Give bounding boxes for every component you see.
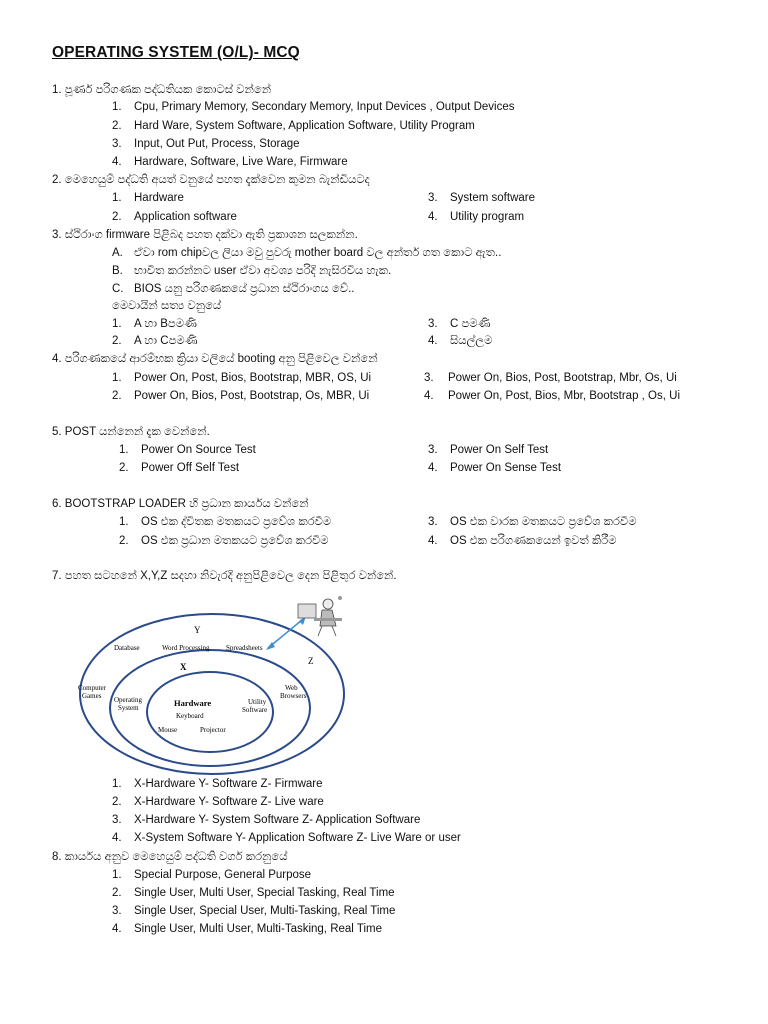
q1-option-3: 3. Input, Out Put, Process, Storage bbox=[112, 138, 300, 150]
q6-option-2: 2. OS එක ප්‍රධාන මතකයට ප්‍රවේශ කරවීම bbox=[119, 535, 329, 547]
q3-option-2: 2. A හා Cපමණි bbox=[112, 335, 198, 347]
q1-option-1: 1. Cpu, Primary Memory, Secondary Memory, Input Devices , Output Devices bbox=[112, 101, 515, 113]
item-mouse: Mouse bbox=[158, 726, 178, 734]
q7-option-1: 1. X-Hardware Y- Software Z- Firmware bbox=[112, 778, 323, 790]
label-y: Y bbox=[194, 625, 201, 635]
q3-statement-c: C. BIOS යනු පරිගණකයේ ප්‍රධාන ස්ථිරාංගය වේ.. bbox=[112, 283, 355, 295]
item-browsers: Browsers bbox=[280, 692, 307, 700]
q5-option-4: 4. Power On Sense Test bbox=[428, 462, 562, 474]
arrow-line bbox=[268, 620, 302, 648]
q8-option-3: 3. Single User, Special User, Multi-Tasking, Real Time bbox=[112, 905, 396, 917]
item-software: Software bbox=[242, 706, 268, 714]
question-2: 2. මෙහෙයුම් පද්ධති අයත් වනුයේ පහත දැක්වෙන කුමන බැන්ඩියටද bbox=[52, 174, 370, 186]
middle-ellipse bbox=[110, 650, 310, 766]
question-8: 8. කාර්යය අනුව මෙහෙයුම් පද්ධති වර්ග කරනුයේ bbox=[52, 851, 288, 863]
user-icon bbox=[298, 596, 342, 636]
q3-prompt: මෙවායින් සත්‍ය වනුයේ bbox=[112, 300, 222, 312]
q2-option-2: 2. Application software bbox=[112, 211, 237, 223]
item-system: System bbox=[118, 704, 139, 712]
q8-option-2: 2. Single User, Multi User, Special Tasking, Real Time bbox=[112, 887, 395, 899]
q7-option-2: 2. X-Hardware Y- Software Z- Live ware bbox=[112, 796, 324, 808]
q1-option-2: 2. Hard Ware, System Software, Application Software, Utility Program bbox=[112, 120, 475, 132]
q2-option-1: 1. Hardware bbox=[112, 192, 184, 204]
q6-option-4: 4. OS එක පරිගණකයෙන් ඉවත් කිරීම bbox=[428, 535, 617, 547]
question-4: 4. පරිගණකයේ ආරම්භක ක්‍රියා වලියේ booting අනු පිළිවෙල වන්නේ bbox=[52, 353, 378, 365]
q2-option-4: 4. Utility program bbox=[428, 211, 525, 223]
item-computer: Computer bbox=[78, 684, 106, 692]
inner-title-hardware: Hardware bbox=[174, 698, 212, 708]
q3-statement-b: B. භාවිත කරන්නට user ඒවා අවශ්‍ය පරිදි නැසිරවිය හැක. bbox=[112, 265, 392, 277]
q4-option-2: 2. Power On, Bios, Post, Bootstrap, Os, MBR, Ui bbox=[112, 390, 370, 402]
item-keyboard: Keyboard bbox=[176, 712, 204, 720]
q3-option-1: 1. A හා Bපමණි bbox=[112, 318, 197, 330]
q2-option-3: 3. System software bbox=[428, 192, 535, 204]
q8-option-1: 1. Special Purpose, General Purpose bbox=[112, 869, 312, 881]
item-games: Games bbox=[82, 692, 102, 700]
q3-option-3: 3. C පමණි bbox=[428, 318, 491, 330]
question-5: 5. POST යන්නෙන් දැක වෙන්නේ. bbox=[52, 426, 210, 438]
q5-option-3: 3. Power On Self Test bbox=[428, 444, 549, 456]
software-layers-diagram bbox=[70, 590, 370, 780]
item-database: Database bbox=[114, 644, 140, 652]
question-7: 7. පහත සටහනේ X,Y,Z සදහා නිවැරදි අනුපිළිවෙල දෙන පිළිතුර වන්නේ. bbox=[52, 570, 397, 582]
q6-option-3: 3. OS එක වාරක මතකයට ප්‍රවේශ කරවීම bbox=[428, 516, 637, 528]
item-word-processing: Word Processing bbox=[162, 644, 210, 652]
q4-option-4: 4. Power On, Post, Bios, Mbr, Bootstrap , Os, Ui bbox=[424, 390, 680, 402]
q7-option-4: 4. X-System Software Y- Application Software Z- Live Ware or user bbox=[112, 832, 461, 844]
question-1: 1. පූර්ණ පරිගණක පද්ධතියක කොටස් වන්නේ bbox=[52, 84, 272, 96]
q4-option-1: 1. Power On, Post, Bios, Bootstrap, MBR, OS, Ui bbox=[112, 372, 372, 384]
q8-option-4: 4. Single User, Multi User, Multi-Tasking, Real Time bbox=[112, 923, 382, 935]
label-z: Z bbox=[308, 656, 314, 666]
q3-statement-a: A. ඒවා rom chipවල ලියා මවු පුවරු mother board වල අන්තර් ගත කොට ඇත.. bbox=[112, 247, 502, 259]
q3-option-4: 4. සියල්ලම bbox=[428, 335, 493, 347]
q6-option-1: 1. OS එක ද්විතක මතකයට ප්‍රවේශ කරවීම bbox=[119, 516, 332, 528]
page-title: OPERATING SYSTEM (O/L)- MCQ bbox=[52, 44, 300, 61]
question-6: 6. BOOTSTRAP LOADER හි ප්‍රධාන කාර්යය වන්නේ bbox=[52, 498, 309, 510]
item-web: Web bbox=[285, 684, 298, 692]
q5-option-1: 1. Power On Source Test bbox=[119, 444, 256, 456]
question-3: 3. ස්ථිරාංග firmware පිළිබද පහත දක්වා ඇති ප්‍රකාශන සලකන්න. bbox=[52, 229, 358, 241]
item-operating: Operating bbox=[114, 696, 142, 704]
q7-option-3: 3. X-Hardware Y- System Software Z- Application Software bbox=[112, 814, 421, 826]
item-spreadsheets: Spreadsheets bbox=[226, 644, 263, 652]
label-x: X bbox=[180, 662, 187, 672]
q5-option-2: 2. Power Off Self Test bbox=[119, 462, 240, 474]
q4-option-3: 3. Power On, Bios, Post, Bootstrap, Mbr, Os, Ui bbox=[424, 372, 677, 384]
item-utility: Utility bbox=[248, 698, 267, 706]
item-projector: Projector bbox=[200, 726, 226, 734]
q1-option-4: 4. Hardware, Software, Live Ware, Firmware bbox=[112, 156, 348, 168]
